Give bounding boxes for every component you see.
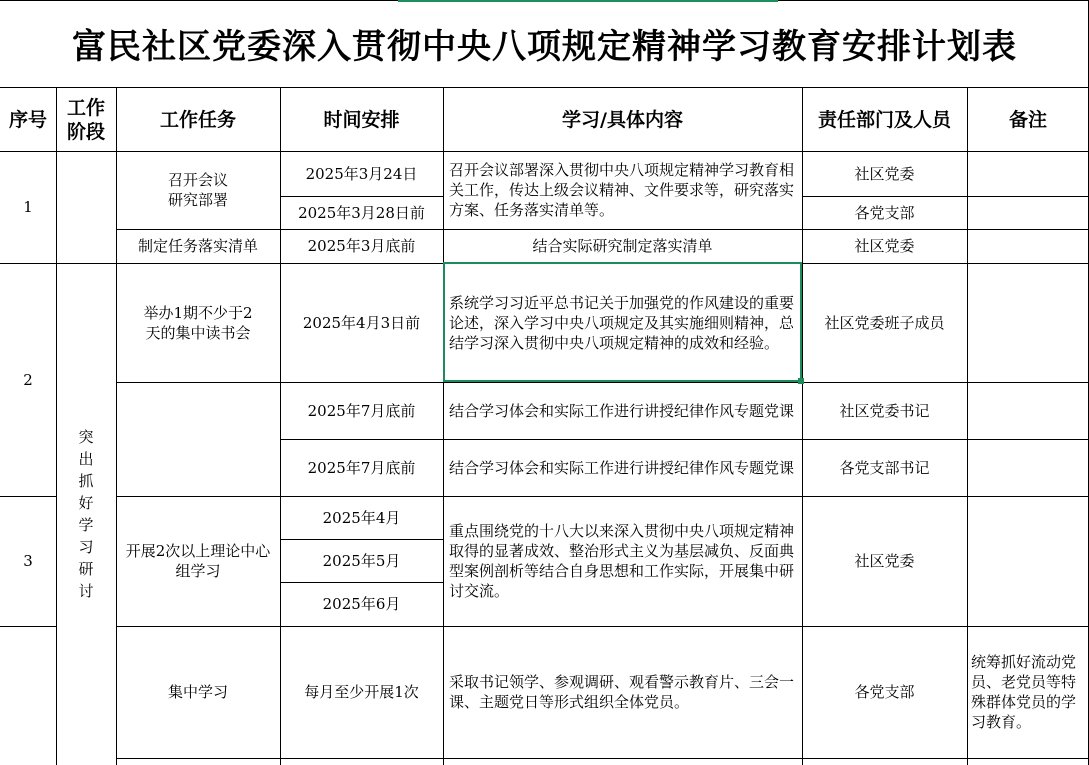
grid-line (0, 626, 56, 627)
grid-line (116, 496, 1089, 497)
row2-dept-lecture-2: 各党支部书记 (839, 458, 930, 477)
row1-no: 1 (23, 198, 33, 216)
row4-dept: 各党支部 (854, 683, 915, 701)
row2-content-lecture-1: 结合学习体会和实际工作进行讲授纪律作风专题党课 (449, 401, 795, 420)
row1-time-checklist: 2025年3月底前 (307, 237, 416, 255)
row2-time-lecture-1: 2025年7月底前 (307, 401, 416, 420)
header-note: 备注 (1008, 108, 1047, 131)
row1-content-meeting: 召开会议部署深入贯彻中央八项规定精神学习教育相关工作，传达上级会议精神、文件要求等，研究落实方案、任务落实清单等。 (449, 161, 795, 219)
header-no: 序号 (8, 108, 47, 131)
row3-dept: 社区党委 (854, 552, 915, 570)
row1-dept-1: 社区党委 (854, 164, 915, 183)
header-stage: 工作阶段 (66, 96, 105, 143)
grid-line (116, 88, 117, 765)
grid-line (802, 88, 803, 765)
grid-line (56, 88, 57, 765)
row3-task: 开展2次以上理论中心组学习 (125, 542, 271, 580)
header-content: 学习/具体内容 (562, 108, 683, 131)
row1-time-2: 2025年3月28日前 (298, 203, 425, 222)
row4-content: 采取书记领学、参观调研、观看警示教育片、三会一课、主题党日等形式组织全体党员。 (449, 673, 795, 711)
row1-dept-checklist: 社区党委 (854, 237, 915, 255)
row3-time-3: 2025年6月 (322, 595, 401, 613)
grid-line (280, 582, 443, 583)
row2-content-reading[interactable]: 系统学习习近平总书记关于加强党的作风建设的重要论述，深入学习中央八项规定及其实施细则精神，总结学习深入贯彻中央八项规定精神的成效和经验。 (449, 293, 795, 352)
stage-label: 突出抓好学习研讨 (78, 428, 94, 600)
row2-dept-lecture-1: 社区党委书记 (839, 401, 930, 420)
row2-content-lecture-2: 结合学习体会和实际工作进行讲授纪律作风专题党课 (449, 458, 795, 477)
row3-time-2: 2025年5月 (322, 551, 401, 570)
grid-line (0, 496, 56, 497)
row2-task-reading: 举办1期不少于2天的集中读书会 (143, 303, 253, 342)
grid-line (116, 758, 1089, 759)
row1-task-meeting: 召开会议 研究部署 (167, 171, 228, 209)
row1-task-checklist: 制定任务落实清单 (137, 237, 258, 255)
row2-time-reading: 2025年4月3日前 (302, 313, 421, 332)
row2-time-lecture-2: 2025年7月底前 (307, 458, 416, 477)
grid-line (116, 229, 1089, 230)
row3-no: 3 (23, 552, 33, 570)
fill-handle[interactable] (798, 378, 804, 384)
grid-line (0, 151, 1089, 152)
grid-line (280, 539, 443, 540)
grid-line (116, 382, 1089, 383)
row1-dept-2: 各党支部 (854, 203, 915, 222)
grid-line (280, 88, 281, 765)
row4-task: 集中学习 (167, 683, 228, 701)
header-task: 工作任务 (159, 108, 236, 131)
row1-time-1: 2025年3月24日 (305, 164, 418, 183)
grid-line (967, 88, 968, 765)
grid-line (280, 196, 443, 197)
row3-time-1: 2025年4月 (322, 508, 401, 527)
stage-cell (56, 263, 116, 765)
row2-no: 2 (23, 370, 33, 389)
row4-note: 统筹抓好流动党员、老党员等特殊群体党员的学习教育。 (971, 653, 1077, 731)
grid-line (443, 88, 444, 765)
grid-line (116, 626, 1089, 627)
header-time: 时间安排 (323, 108, 400, 131)
page-title: 富民社区党委深入贯彻中央八项规定精神学习教育安排计划表 (0, 0, 1089, 88)
grid-line (802, 196, 1089, 197)
header-dept: 责任部门及人员 (817, 108, 951, 131)
row1-content-checklist: 结合实际研究制定落实清单 (532, 237, 713, 255)
row4-time: 每月至少开展1次 (304, 683, 419, 701)
row2-dept-reading: 社区党委班子成员 (824, 313, 945, 332)
row3-content: 重点围绕党的十八大以来深入贯彻中央八项规定精神取得的显著成效、整治形式主义为基层减负、反面典型案例剖析等结合自身思想和工作实际，开展集中研讨交流。 (449, 522, 795, 600)
grid-line (0, 263, 1089, 264)
